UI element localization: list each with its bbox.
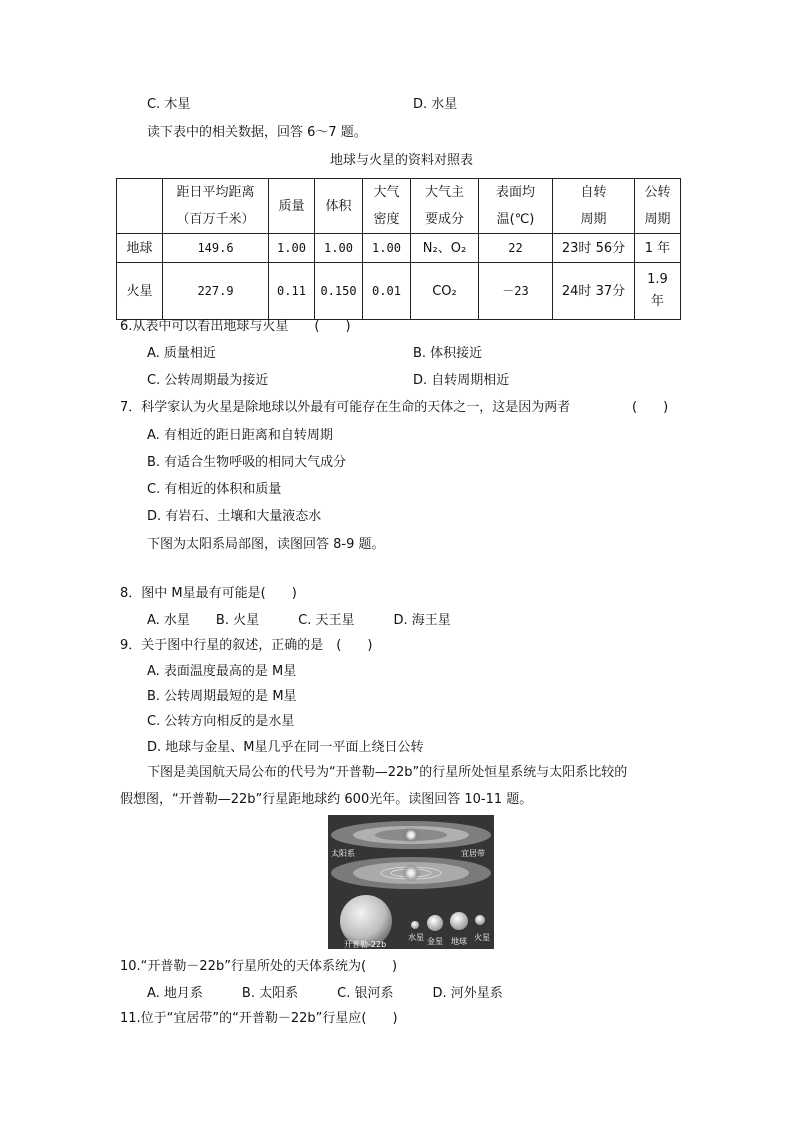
q6-option-b: B. 体积接近: [413, 346, 483, 361]
header-revolution: 公转 周期: [635, 179, 681, 234]
cell-mass: 1.00: [269, 234, 315, 263]
header-rotation: 自转 周期: [553, 179, 635, 234]
mercury-planet: [411, 921, 419, 929]
q8-stem: 8．图中 M星最有可能是( ): [120, 586, 297, 601]
q8-options: A. 水星 B. 火星 C. 天王星 D. 海王星: [147, 613, 451, 628]
q7-option-d: D. 有岩石、土壤和大量液态水: [147, 509, 322, 524]
q6-option-d: D. 自转周期相近: [413, 373, 510, 388]
intro-8-9: 下图为太阳系局部图，读图回答 8-9 题。: [147, 537, 385, 552]
cell-name: 火星: [117, 263, 163, 320]
venus-planet: [427, 915, 443, 931]
cell-rotation: 24时 37分: [553, 263, 635, 320]
header-atmosphere: 大气主 要成分: [411, 179, 479, 234]
table-row-mars: [117, 263, 681, 320]
cell-temp: 22: [479, 234, 553, 263]
label-kepler-22b: 开普勒-22b: [344, 940, 387, 949]
cell-distance: 227.9: [163, 263, 269, 320]
q10-stem: 10.“开普勒－22b”行星所处的天体系统为( ): [120, 959, 398, 974]
label-mars: 火星: [474, 933, 490, 942]
label-venus: 金星: [427, 937, 443, 946]
q9-option-c: C. 公转方向相反的是水星: [147, 714, 295, 729]
intro-10-11-line1: 下图是美国航天局公布的代号为“开普勒—22b”的行星所处恒星系统与太阳系比较的: [147, 765, 628, 780]
q5-option-c: C. 木星: [147, 97, 191, 112]
q7-option-b: B. 有适合生物呼吸的相同大气成分: [147, 455, 347, 470]
cell-name: 地球: [117, 234, 163, 263]
q9-stem: 9．关于图中行星的叙述，正确的是 ( ): [120, 638, 373, 653]
label-mercury: 水星: [408, 933, 424, 942]
table-header-row: [117, 179, 681, 234]
q6-stem: 6.从表中可以看出地球与火星 ( ): [120, 319, 351, 334]
header-distance: 距日平均距离 （百万千米）: [163, 179, 269, 234]
cell-temp: －23: [479, 263, 553, 320]
kepler-solar-system-figure: [328, 815, 494, 949]
sun: [402, 864, 420, 882]
q7-option-a: A. 有相近的距日距离和自转周期: [147, 428, 333, 443]
q11-stem: 11.位于“宜居带”的“开普勒－22b”行星应( ): [120, 1011, 398, 1026]
q5-option-d: D. 水星: [413, 97, 458, 112]
q7-stem: 7．科学家认为火星是除地球以外最有可能存在生命的天体之一，这是因为两者: [120, 400, 571, 415]
table-title: 地球与火星的资料对照表: [330, 153, 474, 168]
q9-option-b: B. 公转周期最短的是 M星: [147, 689, 297, 704]
earth-planet: [450, 912, 468, 930]
cell-density: 0.01: [363, 263, 411, 320]
header-temp: 表面均 温(℃): [479, 179, 553, 234]
kepler-star: [403, 827, 419, 843]
q6-option-a: A. 质量相近: [147, 346, 216, 361]
cell-atmosphere: CO₂: [411, 263, 479, 320]
cell-revolution: 1 年: [635, 234, 681, 263]
header-blank: [117, 179, 163, 234]
header-mass: 质量: [269, 179, 315, 234]
q10-options: A. 地月系 B. 太阳系 C. 银河系 D. 河外星系: [147, 986, 503, 1001]
header-density: 大气 密度: [363, 179, 411, 234]
comparison-table: [116, 178, 681, 320]
label-habitable-zone: 宜居带: [461, 849, 485, 858]
mars-planet: [475, 915, 485, 925]
cell-distance: 149.6: [163, 234, 269, 263]
q7-option-c: C. 有相近的体积和质量: [147, 482, 282, 497]
intro-10-11-line2: 假想图，“开普勒—22b”行星距地球约 600光年。读图回答 10-11 题。: [120, 792, 533, 807]
q9-option-d: D. 地球与金星、M星几乎在同一平面上绕日公转: [147, 740, 424, 755]
header-volume: 体积: [315, 179, 363, 234]
intro-6-7: 读下表中的相关数据，回答 6～7 题。: [147, 125, 367, 140]
cell-rotation: 23时 56分: [553, 234, 635, 263]
q9-option-a: A. 表面温度最高的是 M星: [147, 664, 297, 679]
q6-option-c: C. 公转周期最为接近: [147, 373, 269, 388]
q7-paren: ( ): [632, 400, 669, 415]
cell-mass: 0.11: [269, 263, 315, 320]
cell-volume: 0.150: [315, 263, 363, 320]
figure-graphic: [328, 815, 494, 949]
cell-density: 1.00: [363, 234, 411, 263]
label-earth: 地球: [451, 937, 467, 946]
table-row-earth: [117, 234, 681, 263]
cell-atmosphere: N₂、O₂: [411, 234, 479, 263]
cell-revolution: 1.9年: [635, 263, 681, 320]
label-solar-system: 太阳系: [331, 849, 355, 858]
cell-volume: 1.00: [315, 234, 363, 263]
